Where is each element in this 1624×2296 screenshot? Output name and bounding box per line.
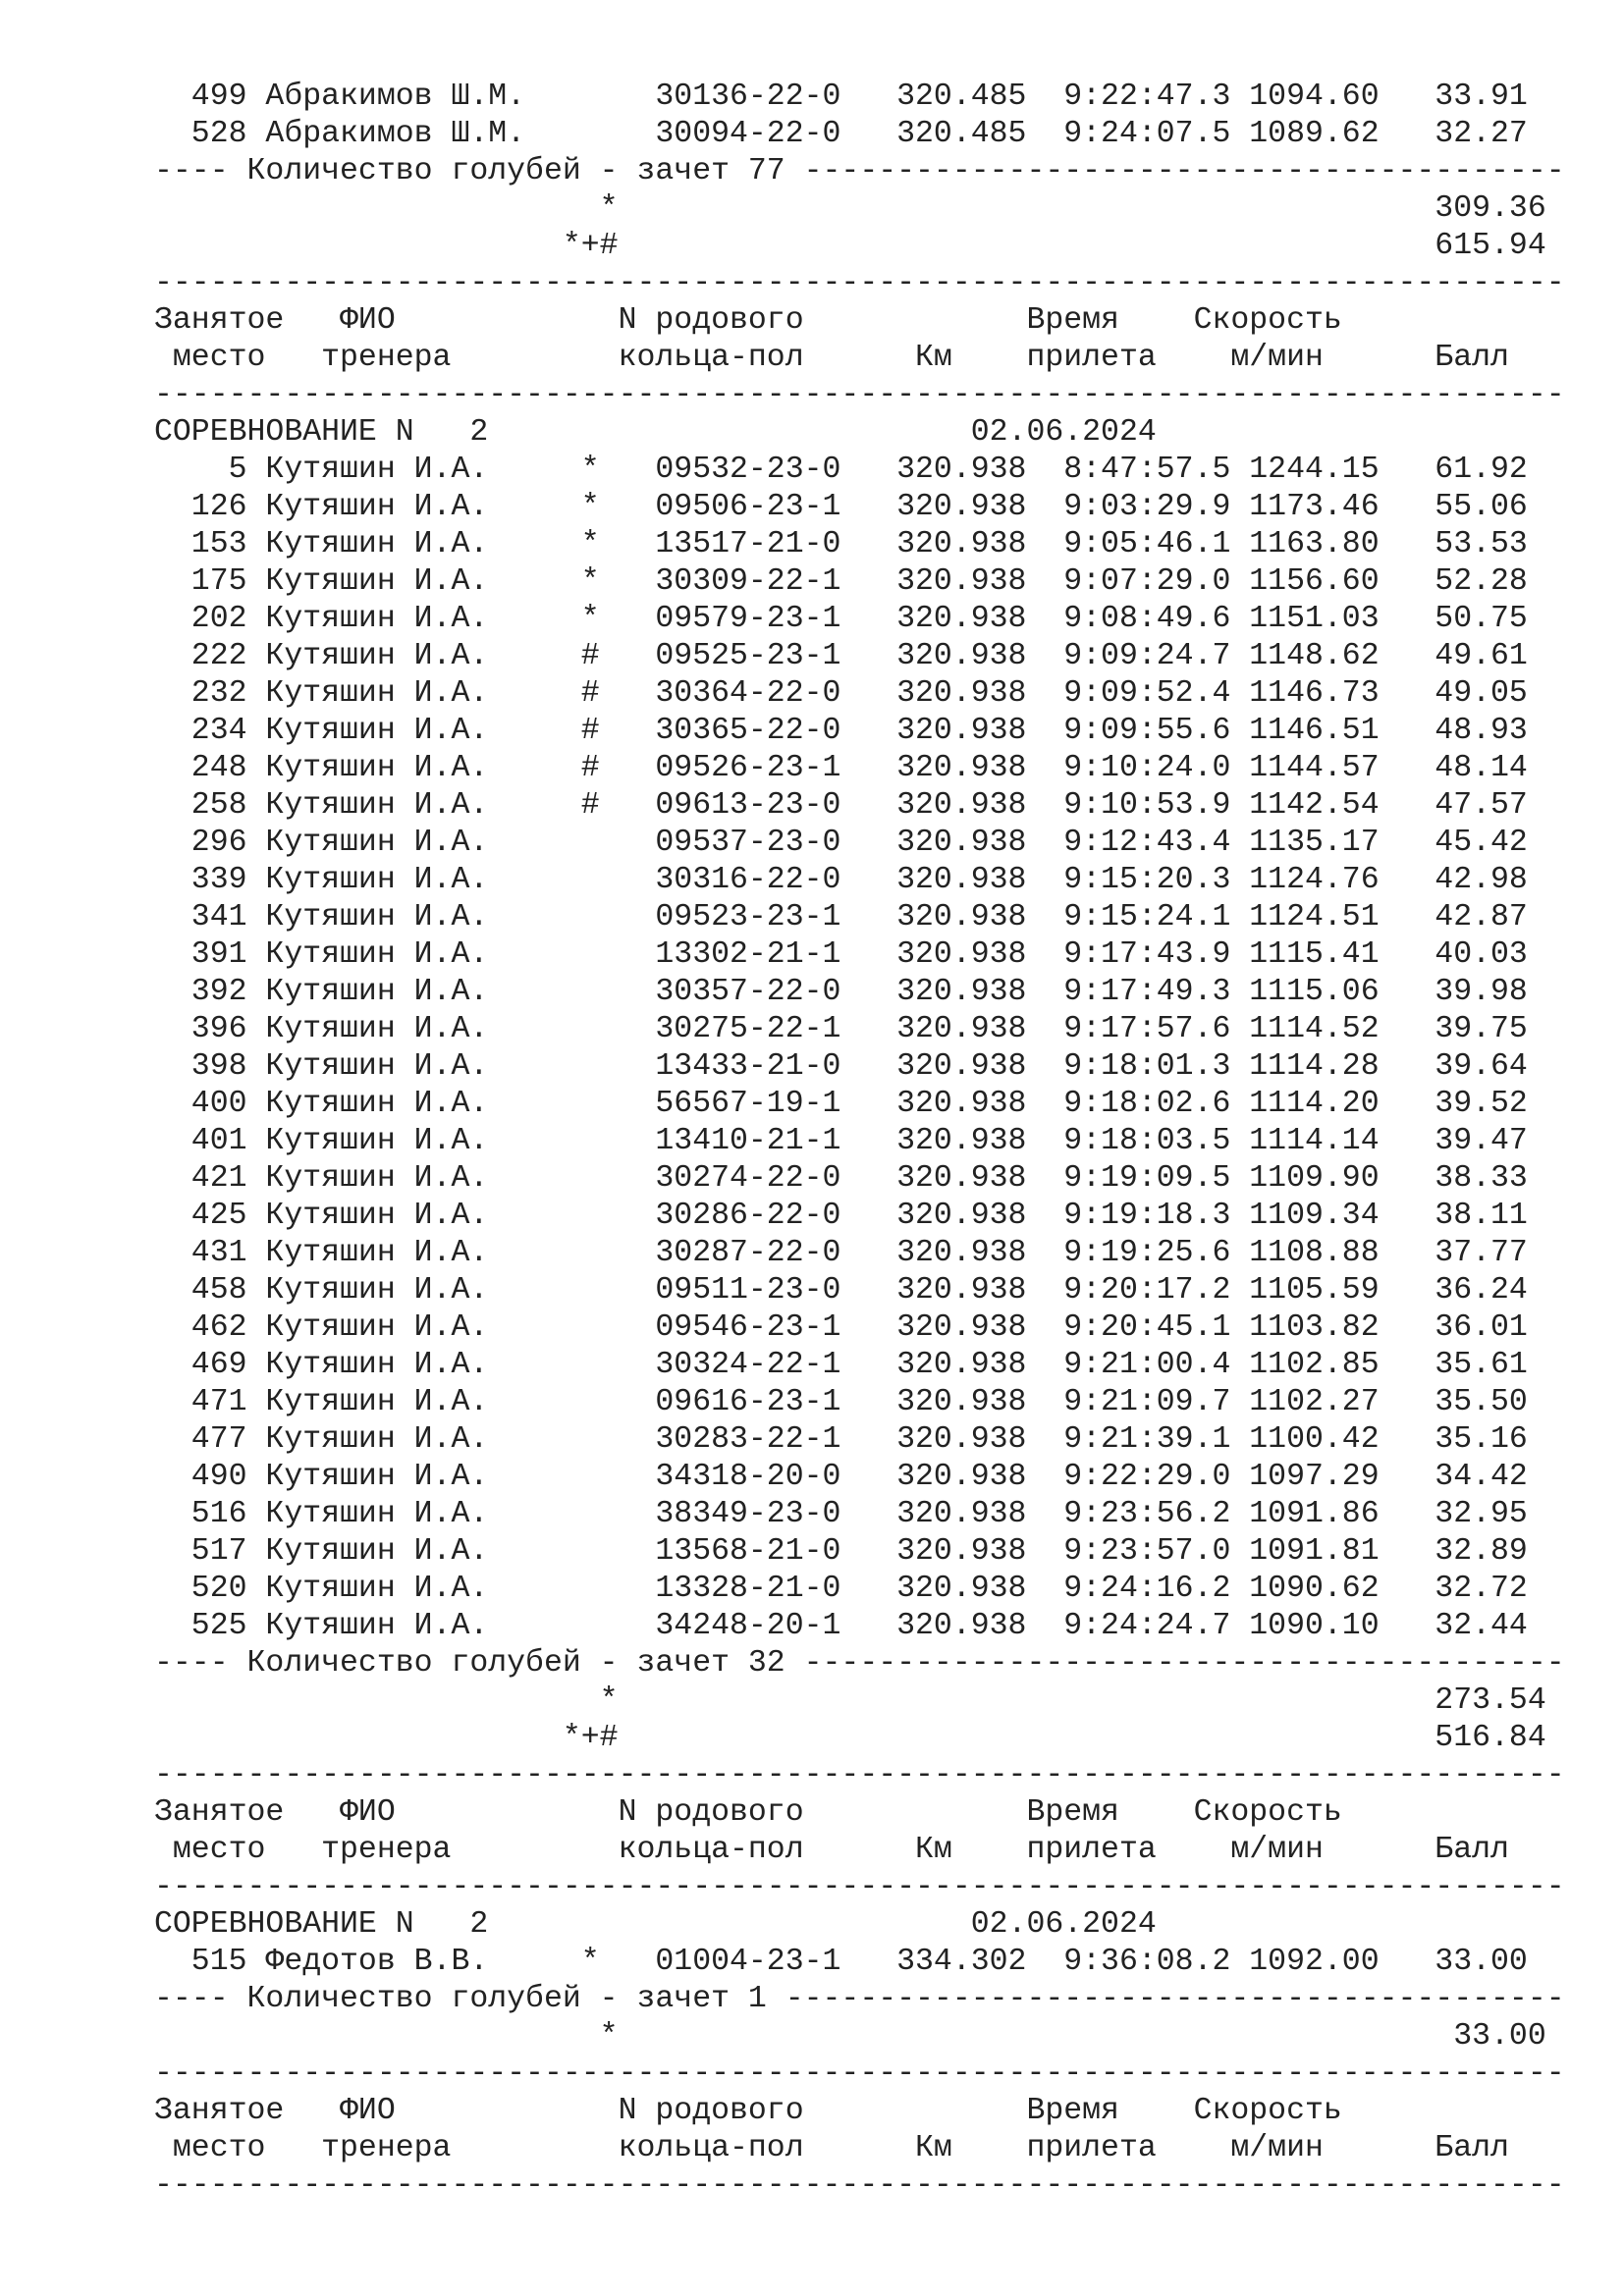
- text-line: Занятое ФИО N родового Время Скорость: [154, 1795, 1342, 1830]
- text-line: 339 Кутяшин И.А. 30316-22-0 320.938 9:15:20.3 1124.76 42.98: [154, 863, 1528, 897]
- text-line: 515 Федотов В.В. * 01004-23-1 334.302 9:36:08.2 1092.00 33.00: [154, 1945, 1528, 1979]
- text-line: 520 Кутяшин И.А. 13328-21-0 320.938 9:24:16.2 1090.62 32.72: [154, 1572, 1528, 1606]
- text-line: 296 Кутяшин И.А. 09537-23-0 320.938 9:12:43.4 1135.17 45.42: [154, 826, 1528, 860]
- text-line: 421 Кутяшин И.А. 30274-22-0 320.938 9:19:09.5 1109.90 38.33: [154, 1161, 1528, 1196]
- text-line: 341 Кутяшин И.А. 09523-23-1 320.938 9:15:24.1 1124.51 42.87: [154, 900, 1528, 934]
- text-line: 202 Кутяшин И.А. * 09579-23-1 320.938 9:08:49.6 1151.03 50.75: [154, 602, 1528, 636]
- text-line: ---- Количество голубей - зачет 77 -----------------------------------------: [154, 154, 1565, 188]
- text-line: 400 Кутяшин И.А. 56567-19-1 320.938 9:18:02.6 1114.20 39.52: [154, 1087, 1528, 1121]
- text-line: 222 Кутяшин И.А. # 09525-23-1 320.938 9:09:24.7 1148.62 49.61: [154, 639, 1528, 673]
- text-line: 175 Кутяшин И.А. * 30309-22-1 320.938 9:07:29.0 1156.60 52.28: [154, 564, 1528, 599]
- text-line: 153 Кутяшин И.А. * 13517-21-0 320.938 9:05:46.1 1163.80 53.53: [154, 527, 1528, 561]
- text-line: 499 Абракимов Ш.М. 30136-22-0 320.485 9:22:47.3 1094.60 33.91: [154, 80, 1528, 114]
- text-line: ----------------------------------------------------------------------------: [154, 2056, 1565, 2091]
- text-line: *+# 615.94: [154, 229, 1546, 263]
- text-line: 391 Кутяшин И.А. 13302-21-1 320.938 9:17:43.9 1115.41 40.03: [154, 937, 1528, 972]
- text-line: * 33.00: [154, 2019, 1546, 2054]
- text-line: Занятое ФИО N родового Время Скорость: [154, 303, 1342, 338]
- text-line: 392 Кутяшин И.А. 30357-22-0 320.938 9:17:49.3 1115.06 39.98: [154, 975, 1528, 1009]
- text-line: место тренера кольца-пол Км прилета м/мин Балл: [154, 2131, 1509, 2165]
- text-line: Занятое ФИО N родового Время Скорость: [154, 2094, 1342, 2128]
- text-line: место тренера кольца-пол Км прилета м/мин Балл: [154, 1833, 1509, 1867]
- text-line: 517 Кутяшин И.А. 13568-21-0 320.938 9:23:57.0 1091.81 32.89: [154, 1534, 1528, 1569]
- text-line: ---- Количество голубей - зачет 32 -----------------------------------------: [154, 1646, 1565, 1681]
- text-line: 471 Кутяшин И.А. 09616-23-1 320.938 9:21:09.7 1102.27 35.50: [154, 1385, 1528, 1419]
- text-line: 516 Кутяшин И.А. 38349-23-0 320.938 9:23:56.2 1091.86 32.95: [154, 1497, 1528, 1531]
- text-line: * 309.36: [154, 191, 1546, 226]
- text-line: 5 Кутяшин И.А. * 09532-23-0 320.938 8:47:57.5 1244.15 61.92: [154, 453, 1528, 487]
- text-line: 462 Кутяшин И.А. 09546-23-1 320.938 9:20:45.1 1103.82 36.01: [154, 1310, 1528, 1345]
- text-line: 398 Кутяшин И.А. 13433-21-0 320.938 9:18:01.3 1114.28 39.64: [154, 1049, 1528, 1084]
- text-line: *+# 516.84: [154, 1721, 1546, 1755]
- text-line: 490 Кутяшин И.А. 34318-20-0 320.938 9:22:29.0 1097.29 34.42: [154, 1460, 1528, 1494]
- text-line: 528 Абракимов Ш.М. 30094-22-0 320.485 9:24:07.5 1089.62 32.27: [154, 117, 1528, 151]
- text-line: 396 Кутяшин И.А. 30275-22-1 320.938 9:17:57.6 1114.52 39.75: [154, 1012, 1528, 1046]
- text-line: 232 Кутяшин И.А. # 30364-22-0 320.938 9:09:52.4 1146.73 49.05: [154, 676, 1528, 711]
- text-line: 234 Кутяшин И.А. # 30365-22-0 320.938 9:09:55.6 1146.51 48.93: [154, 714, 1528, 748]
- text-line: ----------------------------------------------------------------------------: [154, 266, 1565, 300]
- text-line: ---- Количество голубей - зачет 1 ------------------------------------------: [154, 1982, 1565, 2016]
- text-line: 458 Кутяшин И.А. 09511-23-0 320.938 9:20:17.2 1105.59 36.24: [154, 1273, 1528, 1308]
- text-line: 126 Кутяшин И.А. * 09506-23-1 320.938 9:03:29.9 1173.46 55.06: [154, 490, 1528, 524]
- text-line: 525 Кутяшин И.А. 34248-20-1 320.938 9:24:24.7 1090.10 32.44: [154, 1609, 1528, 1643]
- text-line: место тренера кольца-пол Км прилета м/мин Балл: [154, 341, 1509, 375]
- text-line: 425 Кутяшин И.А. 30286-22-0 320.938 9:19:18.3 1109.34 38.11: [154, 1199, 1528, 1233]
- text-line: СОРЕВНОВАНИЕ N 2 02.06.2024: [154, 415, 1157, 450]
- text-line: СОРЕВНОВАНИЕ N 2 02.06.2024: [154, 1907, 1157, 1942]
- text-line: ----------------------------------------------------------------------------: [154, 1870, 1565, 1904]
- text-line: 469 Кутяшин И.А. 30324-22-1 320.938 9:21:00.4 1102.85 35.61: [154, 1348, 1528, 1382]
- text-line: ----------------------------------------------------------------------------: [154, 1758, 1565, 1792]
- text-line: ----------------------------------------------------------------------------: [154, 2168, 1565, 2203]
- text-line: 258 Кутяшин И.А. # 09613-23-0 320.938 9:10:53.9 1142.54 47.57: [154, 788, 1528, 823]
- text-line: 248 Кутяшин И.А. # 09526-23-1 320.938 9:10:24.0 1144.57 48.14: [154, 751, 1528, 785]
- results-listing: [154, 79, 1565, 2205]
- text-line: * 273.54: [154, 1683, 1546, 1718]
- text-line: 431 Кутяшин И.А. 30287-22-0 320.938 9:19:25.6 1108.88 37.77: [154, 1236, 1528, 1270]
- text-line: 401 Кутяшин И.А. 13410-21-1 320.938 9:18:03.5 1114.14 39.47: [154, 1124, 1528, 1158]
- text-line: 477 Кутяшин И.А. 30283-22-1 320.938 9:21:39.1 1100.42 35.16: [154, 1422, 1528, 1457]
- text-line: ----------------------------------------------------------------------------: [154, 378, 1565, 412]
